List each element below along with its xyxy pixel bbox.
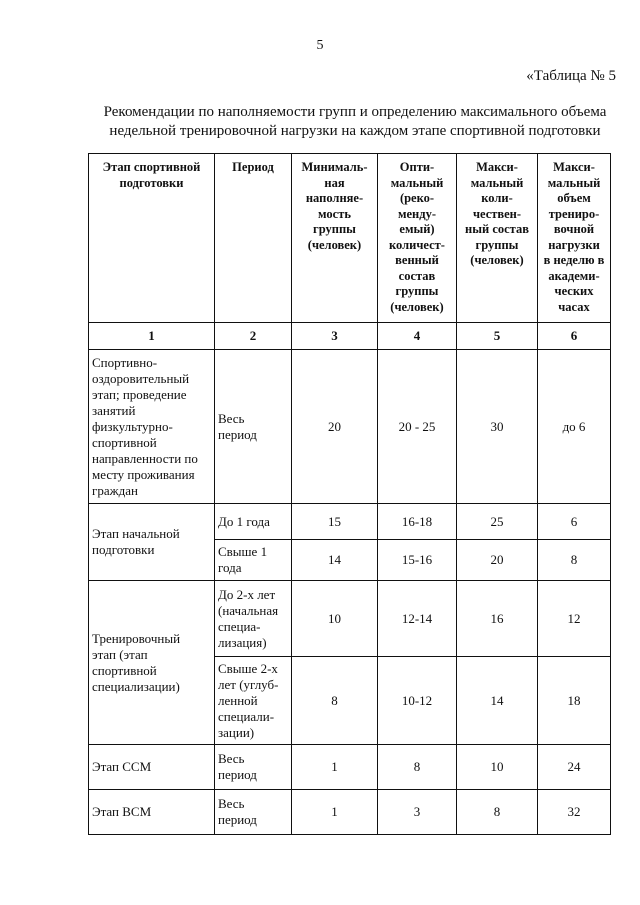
page-number: 5 xyxy=(316,38,324,53)
max-size-cell: 25 xyxy=(457,504,538,540)
table-row xyxy=(89,745,611,790)
table-caption: «Таблица № 5 xyxy=(526,68,616,84)
min-size-cell: 1 xyxy=(292,745,378,790)
table-row xyxy=(89,504,611,540)
optimal-size-cell: 12-14 xyxy=(378,581,457,657)
column-number: 1 xyxy=(89,323,215,350)
col-header-weekly-hours: Макси- мальный объем трениро- вочной нагрузки в неделю в академи- ческих часах xyxy=(538,154,611,323)
period-cell: До 1 года xyxy=(215,504,292,540)
period-cell: До 2-х лет (начальная специа- лизация) xyxy=(215,581,292,657)
column-number: 6 xyxy=(538,323,611,350)
min-size-cell: 15 xyxy=(292,504,378,540)
max-size-cell: 30 xyxy=(457,350,538,504)
col-header-max-size: Макси- мальный коли- чествен- ный состав группы (человек) xyxy=(457,154,538,323)
min-size-cell: 20 xyxy=(292,350,378,504)
period-cell: Свыше 1 года xyxy=(215,540,292,581)
optimal-size-cell: 8 xyxy=(378,745,457,790)
weekly-hours-cell: 24 xyxy=(538,745,611,790)
table-row xyxy=(89,790,611,835)
optimal-size-cell: 15-16 xyxy=(378,540,457,581)
column-number: 5 xyxy=(457,323,538,350)
header-row xyxy=(89,154,611,323)
optimal-size-cell: 10-12 xyxy=(378,657,457,745)
stage-name: Этап начальной подготовки xyxy=(89,504,215,581)
period-cell: Весь период xyxy=(215,350,292,504)
weekly-hours-cell: 8 xyxy=(538,540,611,581)
period-cell: Весь период xyxy=(215,745,292,790)
stage-name: Тренировочный этап (этап спортивной специализации) xyxy=(89,581,215,745)
weekly-hours-cell: 32 xyxy=(538,790,611,835)
weekly-hours-cell: 18 xyxy=(538,657,611,745)
max-size-cell: 20 xyxy=(457,540,538,581)
period-cell: Весь период xyxy=(215,790,292,835)
groups-table xyxy=(88,153,611,835)
period-cell: Свыше 2-х лет (углуб- ленной специали- зации) xyxy=(215,657,292,745)
column-number: 4 xyxy=(378,323,457,350)
stage-name: Этап ВСМ xyxy=(89,790,215,835)
column-number-row xyxy=(89,323,611,350)
optimal-size-cell: 3 xyxy=(378,790,457,835)
max-size-cell: 10 xyxy=(457,745,538,790)
weekly-hours-cell: до 6 xyxy=(538,350,611,504)
optimal-size-cell: 20 - 25 xyxy=(378,350,457,504)
max-size-cell: 16 xyxy=(457,581,538,657)
min-size-cell: 1 xyxy=(292,790,378,835)
min-size-cell: 14 xyxy=(292,540,378,581)
max-size-cell: 14 xyxy=(457,657,538,745)
col-header-period: Период xyxy=(215,154,292,323)
stage-name: Спортивно- оздоровительный этап; проведение занятий физкультурно- спортивной направленности по месту проживания граждан xyxy=(89,350,215,504)
min-size-cell: 8 xyxy=(292,657,378,745)
document-title: Рекомендации по наполняемости групп и определению максимального объема недельной тренировочной нагрузки на каждом этапе спортивной подготовки xyxy=(103,104,607,139)
col-header-optimal-size: Опти- мальный (реко- менду- емый) количест- венный состав группы (человек) xyxy=(378,154,457,323)
max-size-cell: 8 xyxy=(457,790,538,835)
column-number: 2 xyxy=(215,323,292,350)
col-header-stage: Этап спортивной подготовки xyxy=(89,154,215,323)
optimal-size-cell: 16-18 xyxy=(378,504,457,540)
stage-name: Этап ССМ xyxy=(89,745,215,790)
weekly-hours-cell: 6 xyxy=(538,504,611,540)
col-header-min-size: Минималь- ная наполняе- мость группы (человек) xyxy=(292,154,378,323)
column-number: 3 xyxy=(292,323,378,350)
table-row xyxy=(89,350,611,504)
min-size-cell: 10 xyxy=(292,581,378,657)
table-row xyxy=(89,581,611,657)
weekly-hours-cell: 12 xyxy=(538,581,611,657)
